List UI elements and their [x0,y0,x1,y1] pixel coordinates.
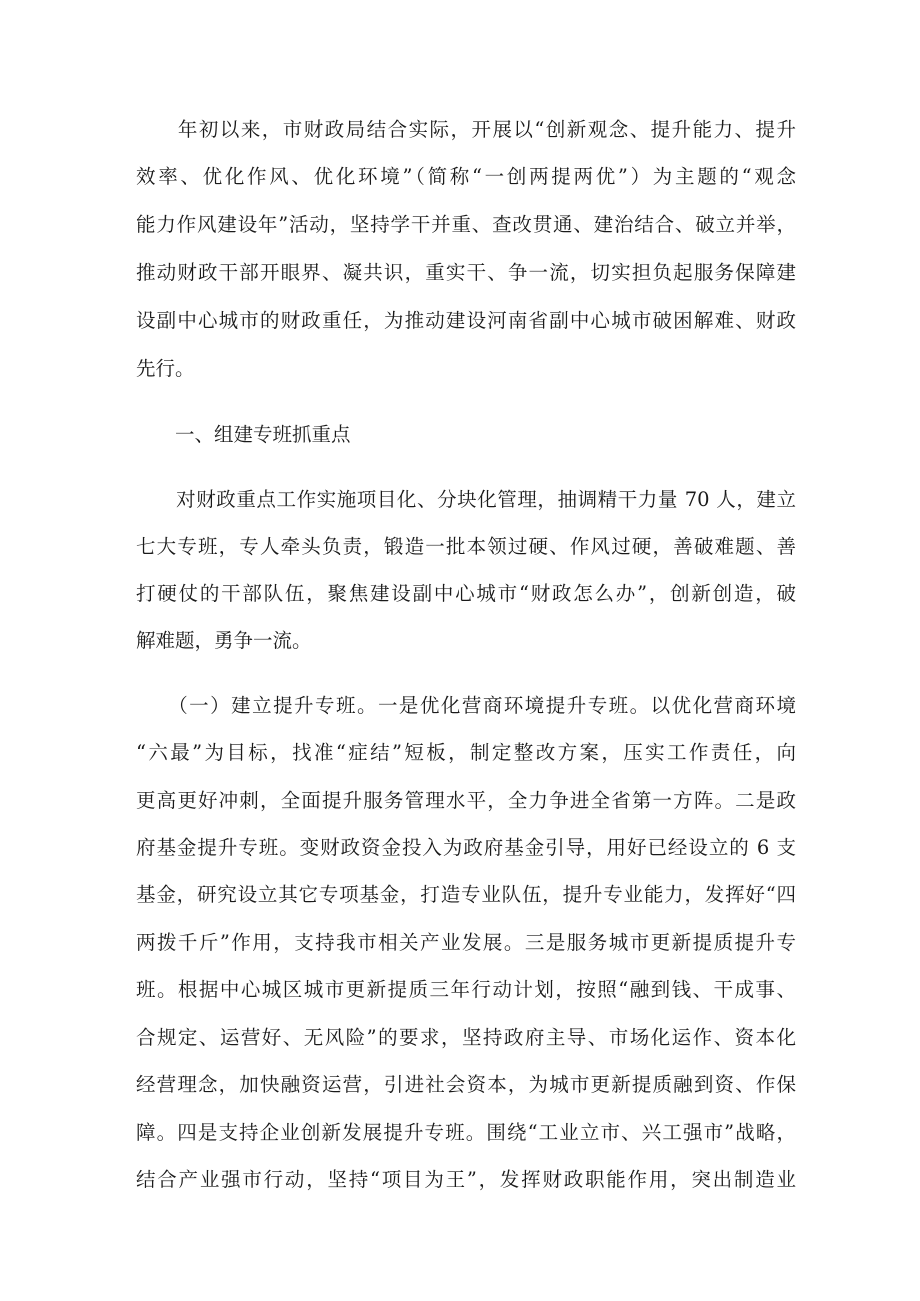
intro-line-2: 效率、优化作风、优化环境”（简称“一创两提两优”）为主题的“观念 [136,165,796,188]
section-1-line-3: 打硬仗的干部队伍，聚焦建设副中心城市“财政怎么办”，创新创造，破 [136,582,796,605]
subsection-1-line-1: （一）建立提升专班。一是优化营商环境提升专班。以优化营商环境 [136,694,796,717]
section-1-line-2: 七大专班，专人牵头负责，锻造一批本领过硬、作风过硬，善破难题、善 [136,535,796,558]
section-1-line-4: 解难题，勇争一流。 [136,629,312,652]
intro-line-5: 设副中心城市的财政重任，为推动建设河南省副中心城市破困解难、财政 [136,309,796,332]
section-1-line-1: 对财政重点工作实施项目化、分块化管理，抽调精干力量 70 人，建立 [136,488,796,511]
subsection-1-line-11: 结合产业强市行动，坚持“项目为王”，发挥财政职能作用，突出制造业 [136,1168,796,1191]
subsection-1-line-4: 府基金提升专班。变财政资金投入为政府基金引导，用好已经设立的 6 支 [136,836,796,859]
intro-line-6: 先行。 [136,357,195,380]
subsection-1-line-3: 更高更好冲刺，全面提升服务管理水平，全力争进全省第一方阵。二是政 [136,789,796,812]
intro-line-4: 推动财政干部开眼界、凝共识，重实干、争一流，切实担负起服务保障建 [136,261,796,284]
subsection-1-line-8: 合规定、运营好、无风险”的要求，坚持政府主导、市场化运作、资本化 [136,1026,796,1049]
intro-line-1: 年初以来，市财政局结合实际，开展以“创新观念、提升能力、提升 [136,118,796,141]
subsection-1-line-7: 班。根据中心城区城市更新提质三年行动计划，按照“融到钱、干成事、 [136,978,796,1001]
subsection-1-line-9: 经营理念，加快融资运营，引进社会资本，为城市更新提质融到资、作保 [136,1073,796,1096]
intro-line-3: 能力作风建设年”活动，坚持学干并重、查改贯通、建治结合、破立并举， [136,213,796,236]
subsection-1-line-6: 两拨千斤”作用，支持我市相关产业发展。三是服务城市更新提质提升专 [136,931,796,954]
subsection-1-line-2: “六最”为目标，找准“症结”短板，制定整改方案，压实工作责任，向 [136,741,796,764]
subsection-1-line-10: 障。四是支持企业创新发展提升专班。围绕“工业立市、兴工强市”战略， [136,1121,796,1144]
section-heading-1: 一、组建专班抓重点 [136,423,351,446]
subsection-1-line-5: 基金，研究设立其它专项基金，打造专业队伍，提升专业能力，发挥好“四 [136,883,796,906]
